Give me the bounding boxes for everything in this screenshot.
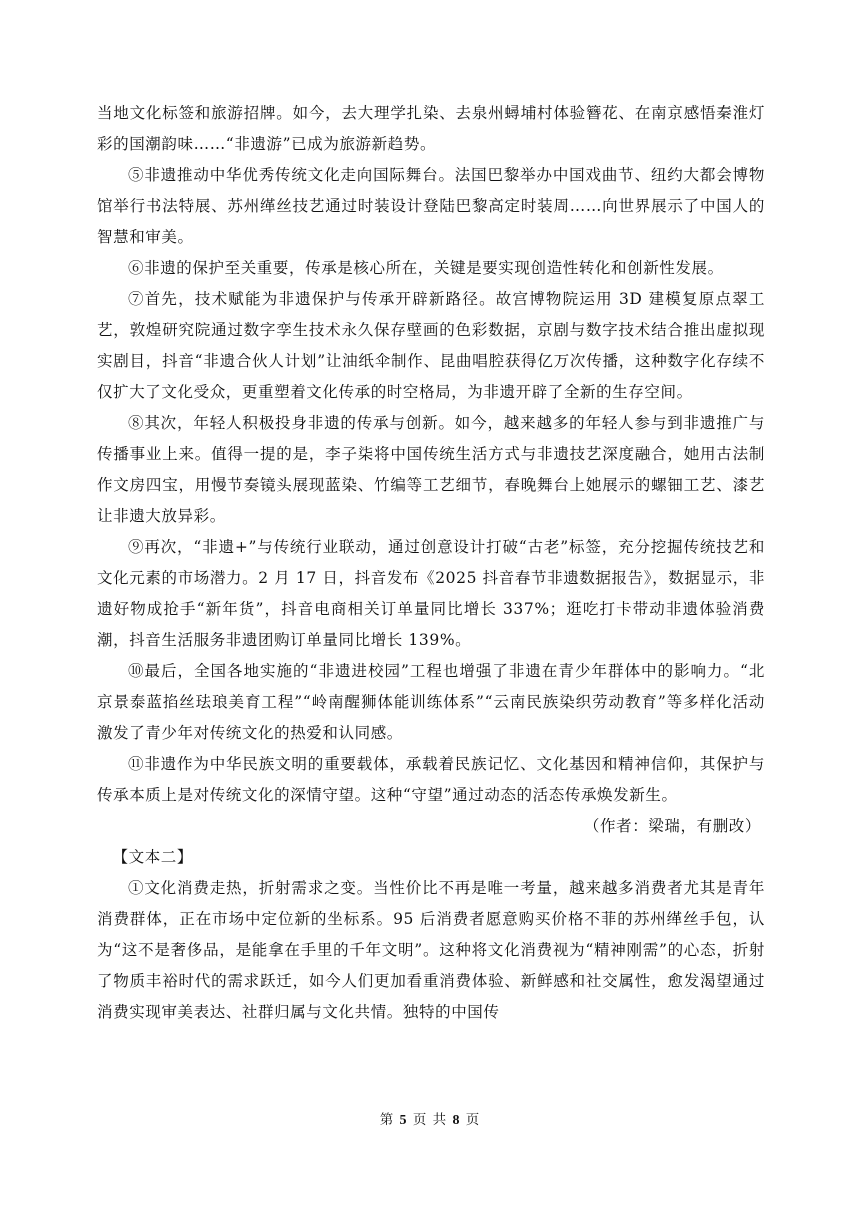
paragraph-8: ⑧其次，年轻人积极投身非遗的传承与创新。如今，越来越多的年轻人参与到非遗推广与传播事业上来。值得一提的是，李子柒将中国传统生活方式与非遗技艺深度融合，她用古法制作文房四宝，用慢节奏镜头展现蓝染、竹编等工艺细节，春晚舞台上她展示的螺钿工艺、漆艺让非遗大放异彩。 [97, 414, 765, 525]
footer-middle: 页 共 [412, 1112, 448, 1128]
footer-prefix: 第 [379, 1112, 395, 1128]
section2-paragraph-1: ①文化消费走热，折射需求之变。当性价比不再是唯一考量，越来越多消费者尤其是青年消费群体，正在市场中定位新的坐标系。95 后消费者愿意购买价格不菲的苏州缂丝手包，认为“这不是奢侈品，是能拿在手里的千年文明”。这种将文化消费视为“精神刚需”的心态，折射了物质丰裕时代的需求跃迁，如今人们更加看重消费体验、新鲜感和社交属性，愈发渴望通过消费实现审美表达、社群归属与文化共情。独特的中国传 [97, 879, 765, 1021]
current-page-number: 5 [399, 1113, 408, 1128]
paragraph-10: ⑩最后，全国各地实施的“非遗进校园”工程也增强了非遗在青少年群体中的影响力。“北京景泰蓝掐丝珐琅美育工程”“岭南醒狮体能训练体系”“云南民族染织劳动教育”等多样化活动激发了青少年对传统文化的热爱和认同感。 [97, 662, 765, 742]
section-heading-text2: 【文本二】 [112, 848, 194, 866]
author-note: （作者：梁瑞，有删改） [583, 817, 761, 835]
paragraph-7: ⑦首先，技术赋能为非遗保护与传承开辟新路径。故宫博物院运用 3D 建模复原点翠工艺，敦煌研究院通过数字孪生技术永久保存壁画的色彩数据，京剧与数字技术结合推出虚拟现实剧目，抖音“非遗合伙人计划”让油纸伞制作、昆曲唱腔获得亿万次传播，这种数字化存续不仅扩大了文化受众，更重塑着文化传承的时空格局，为非遗开辟了全新的生存空间。 [97, 290, 765, 401]
paragraph-11: ⑪非遗作为中华民族文明的重要载体，承载着民族记忆、文化基因和精神信仰，其保护与传承本质上是对传统文化的深情守望。这种“守望”通过动态的活态传承焕发新生。 [97, 755, 765, 804]
document-body [97, 98, 765, 1028]
paragraph-continued: 当地文化标签和旅游招牌。如今，去大理学扎染、去泉州蟳埔村体验簪花、在南京感悟秦淮灯彩的国潮韵味……“非遗游”已成为旅游新趋势。 [97, 104, 765, 153]
page-footer [0, 1108, 860, 1129]
paragraph-6: ⑥非遗的保护至关重要，传承是核心所在，关键是要实现创造性转化和创新性发展。 [128, 259, 724, 277]
paragraph-5: ⑤非遗推动中华优秀传统文化走向国际舞台。法国巴黎举办中国戏曲节、纽约大都会博物馆举行书法特展、苏州缂丝技艺通过时装设计登陆巴黎高定时装周……向世界展示了中国人的智慧和审美。 [97, 166, 765, 246]
paragraph-9: ⑨再次，“非遗+”与传统行业联动，通过创意设计打破“古老”标签，充分挖掘传统技艺和文化元素的市场潜力。2 月 17 日，抖音发布《2025 抖音春节非遗数据报告》，数据显示，非遗好物成抢手“新年货”，抖音电商相关订单量同比增长 337%；逛吃打卡带动非遗体验消费潮，抖音生活服务非遗团购订单量同比增长 139%。 [97, 538, 765, 649]
footer-suffix: 页 [465, 1112, 481, 1128]
total-pages-number: 8 [452, 1113, 461, 1128]
